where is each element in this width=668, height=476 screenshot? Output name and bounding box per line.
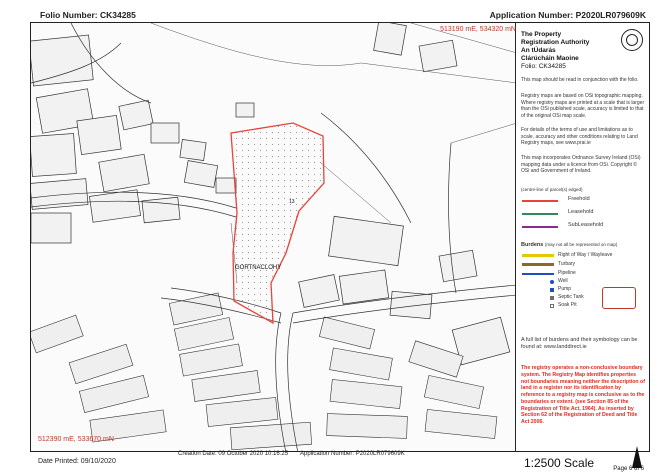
townland-label: GORTNACLOHY xyxy=(235,265,282,271)
creation-date: Creation Date: 09 October 2020 10:16:25 xyxy=(178,451,289,457)
leasehold-line-swatch xyxy=(522,213,558,215)
pump-icon xyxy=(550,288,554,292)
burden-label: Soak Pit xyxy=(558,302,577,308)
right-of-way-swatch xyxy=(522,254,554,257)
plot-number-label: 13 xyxy=(289,199,295,205)
pipeline-swatch xyxy=(522,273,554,275)
well-icon xyxy=(550,280,554,284)
burden-label: Well xyxy=(558,278,568,284)
burden-label: Right of Way / Wayleave xyxy=(558,252,613,258)
legend-label: Leasehold xyxy=(568,209,594,215)
scale-bar xyxy=(516,452,650,476)
legend-panel xyxy=(516,22,650,452)
burden-label: Pump xyxy=(558,286,572,292)
folio-label: Folio: CK34285 xyxy=(521,63,566,70)
septic-tank-icon xyxy=(550,296,554,300)
north-arrow-icon xyxy=(632,446,642,468)
non-conclusive-boundary-notice: The registry operates a non-conclusive boundary system. The Registry Map identifies properties not boundaries meaning neither the description of land in a register nor its identification by reference to a registry map is conclusive as to the boundaries or extent. (see Section 85 of the Registration of Title Act, 1964). As inserted by Section 62 of the Registration of Deed and Title Act 2006. xyxy=(521,365,645,425)
burden-item-right-of-way xyxy=(522,252,644,260)
folio-number-header: Folio Number: CK34285 xyxy=(40,10,136,20)
application-number-header: Application Number: P2020LR079609K xyxy=(489,10,646,20)
burden-item-turbary xyxy=(522,261,644,269)
authority-seal-icon xyxy=(621,29,643,51)
authority-name: The Property Registration Authority An tÚdarás Clárúcháin Maoine xyxy=(521,31,590,63)
legend-label: Freehold xyxy=(568,196,590,202)
turbary-swatch xyxy=(522,263,554,266)
application-number-footer: Application Number: P2020LR079609K xyxy=(300,451,405,457)
legend-item-freehold xyxy=(522,196,644,206)
legend-caption: (centre-line of parcel(s) edged) xyxy=(521,187,583,192)
soak-pit-icon xyxy=(550,304,554,308)
burden-label: Pipeline xyxy=(558,270,576,276)
page-indicator: Page 6 of 6 xyxy=(613,466,644,472)
date-printed: Date Printed: 09/10/2020 xyxy=(38,458,116,465)
osi-note: Registry maps are based on OSi topographic mapping. Where registry maps are printed at a scale that is larger than the OSi published scale, accuracy is limited to that of the original OSi map scale. xyxy=(521,93,645,119)
burdens-link-note: A full list of burdens and their symbology can be found at: www.landdirect.ie xyxy=(521,337,638,351)
legend-label: SubLeasehold xyxy=(568,222,604,228)
burden-item-well xyxy=(522,278,644,286)
read-note: This map should be read in conjunction with the folio. xyxy=(521,77,639,83)
map-coordinate-northeast: 513190 mE, 534320 mN xyxy=(440,26,516,33)
landdirect-stamp-icon xyxy=(602,287,636,309)
subleasehold-line-swatch xyxy=(522,226,558,228)
map-coordinate-southwest: 512390 mE, 533670 mN xyxy=(38,436,114,443)
burden-label: Turbary xyxy=(558,261,576,267)
map-canvas[interactable] xyxy=(31,23,516,452)
burdens-caption: (may not all be represented on map) xyxy=(544,242,618,247)
map-viewport[interactable] xyxy=(30,22,516,452)
freehold-line-swatch xyxy=(522,200,558,202)
copyright-note: This map incorporates Ordnance Survey Ireland (OSi) mapping data under a licence from OSi. Copyright © OSi and Government of Ireland. xyxy=(521,155,641,174)
legend-item-subleasehold xyxy=(522,222,644,232)
burdens-title: Burdens xyxy=(521,242,544,248)
legend-item-leasehold xyxy=(522,209,644,219)
terms-note: For details of the terms of use and limitations as to scale, accuracy and other conditions relating to Land Registry maps, see www.prai.ie xyxy=(521,127,638,146)
burden-label: Septic Tank xyxy=(558,294,584,300)
burdens-heading xyxy=(521,242,645,249)
burden-item-pipeline xyxy=(522,270,644,278)
scale-label: 1:2500 Scale xyxy=(524,456,595,470)
